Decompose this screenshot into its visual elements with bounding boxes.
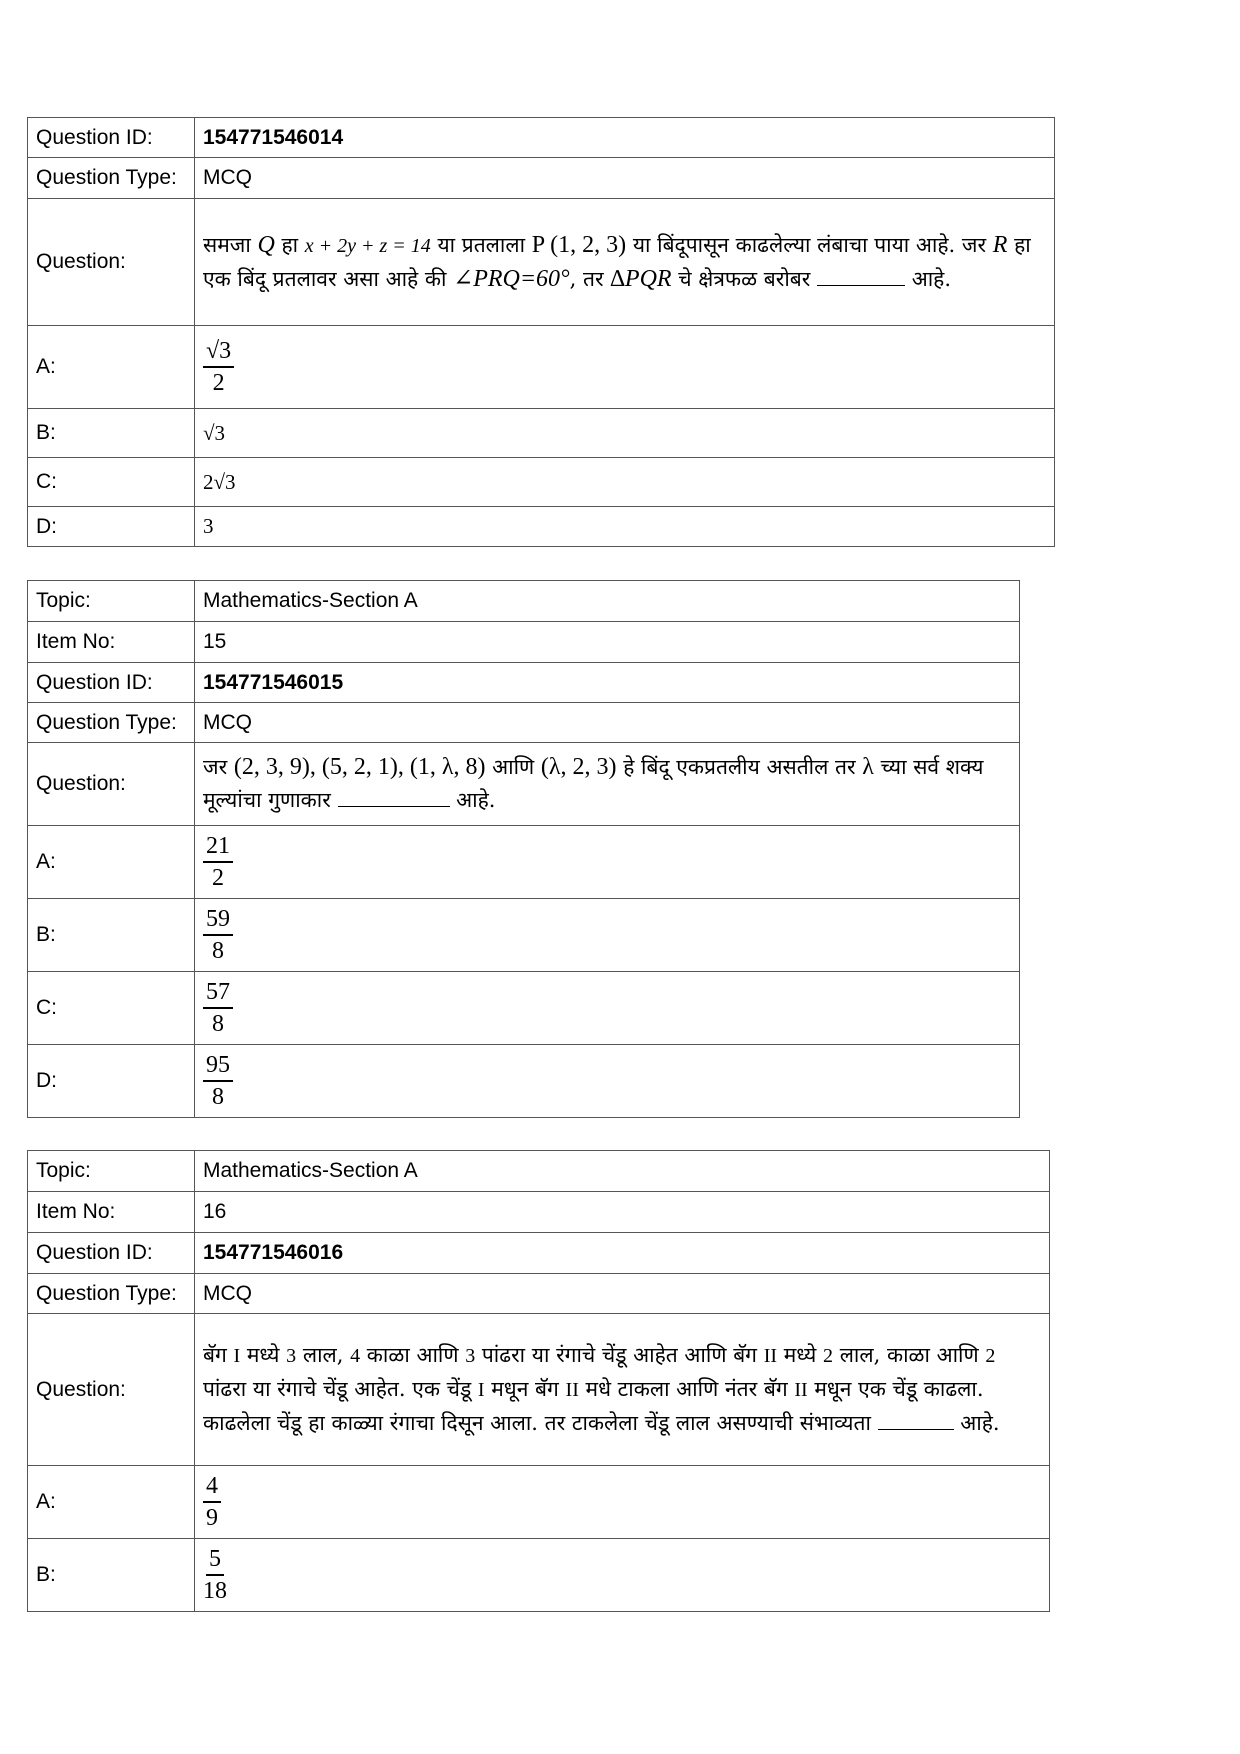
- question-text-part: काळा आणि: [360, 1343, 466, 1367]
- row-option-c: [28, 972, 1020, 1045]
- question-text-part: आणि: [485, 755, 541, 779]
- row-topic: [28, 581, 1020, 622]
- question-text-part: , तर: [569, 266, 611, 291]
- option-c-radical: √3: [213, 469, 236, 494]
- math-number: 2: [985, 1345, 996, 1367]
- math-number: 2: [823, 1345, 834, 1367]
- question-text: [195, 1314, 1050, 1466]
- question-text-part: हा: [274, 232, 305, 257]
- row-option-a: [28, 326, 1055, 409]
- math-point-4: (λ, 2, 3): [540, 754, 617, 780]
- row-option-b: [28, 899, 1020, 972]
- question-text-part: हे बिंदू एकप्रतलीय असतील तर: [616, 755, 863, 779]
- option-b-value: [195, 1539, 1050, 1612]
- label-question: Question:: [28, 1314, 195, 1466]
- question-text-part: लाल, काळा आणि: [833, 1343, 986, 1367]
- question-text-part: चे क्षेत्रफळ बरोबर: [671, 266, 818, 291]
- label-option-b: B:: [28, 1539, 195, 1612]
- row-option-a: [28, 1466, 1050, 1539]
- math-points: (2, 3, 9), (5, 2, 1), (1, λ, 8): [233, 754, 486, 780]
- math-triangle: ∆PQR: [610, 265, 672, 292]
- row-item-no: [28, 1192, 1050, 1233]
- fraction-numerator: √3: [203, 336, 234, 368]
- fraction-denominator: 9: [206, 1505, 218, 1531]
- label-question-type: Question Type:: [28, 158, 195, 199]
- fraction-numerator: 4: [203, 1471, 221, 1503]
- math-bag-two: II: [794, 1379, 808, 1401]
- math-bag-one: I: [477, 1379, 485, 1401]
- option-b-value: √3: [195, 409, 1055, 458]
- option-c-value: [195, 972, 1020, 1045]
- label-option-a: A:: [28, 1466, 195, 1539]
- item-no-value: 16: [195, 1192, 1050, 1233]
- question-text-part: लाल,: [296, 1343, 351, 1367]
- math-bag-two: II: [763, 1345, 778, 1367]
- answer-blank: [817, 265, 905, 286]
- option-a-value: [195, 1466, 1050, 1539]
- fraction-denominator: 8: [212, 1084, 224, 1110]
- fraction: [203, 977, 233, 1039]
- question-type-value: MCQ: [195, 158, 1055, 199]
- row-topic: [28, 1151, 1050, 1192]
- label-question-type: Question Type:: [28, 1274, 195, 1314]
- math-point-p: P (1, 2, 3): [531, 231, 627, 258]
- question-text: [195, 743, 1020, 826]
- math-r: R: [992, 231, 1008, 258]
- math-plane-equation: x + 2y + z = 14: [304, 234, 431, 257]
- label-option-a: A:: [28, 326, 195, 409]
- question-text-part: मध्ये: [777, 1343, 824, 1367]
- label-option-b: B:: [28, 899, 195, 972]
- question-text-part: जर: [203, 755, 234, 779]
- label-topic: Topic:: [28, 581, 195, 622]
- fraction-numerator: 59: [203, 904, 233, 936]
- math-number: 3: [286, 1345, 297, 1367]
- question-text-part: या बिंदूपासून काढलेल्या लंबाचा पाया आहे. जर: [626, 232, 993, 257]
- question-id-value: 154771546014: [195, 118, 1055, 158]
- row-question-type: [28, 703, 1020, 743]
- question-text-part: हा एक बिंदू प्रतलावर असा आहे की: [203, 232, 1031, 291]
- label-option-b: B:: [28, 409, 195, 458]
- question-text-part: मधून एक चेंडू काढला. काढलेला चेंडू हा काळ्या रंगाचा दिसून आला. तर टाकलेला चेंडू लाल असण्याची संभाव्यता: [203, 1377, 984, 1435]
- math-angle: ∠PRQ=60°: [453, 265, 570, 292]
- math-bag-two: II: [565, 1379, 579, 1401]
- option-c-coefficient: 2: [203, 469, 214, 494]
- question-text-part: पांढरा या रंगाचे चेंडू आहेत आणि बॅग: [475, 1343, 764, 1367]
- label-option-d: D:: [28, 507, 195, 547]
- question-id-value: 154771546016: [195, 1233, 1050, 1274]
- question-text-part: बॅग: [203, 1343, 234, 1367]
- row-question: [28, 1314, 1050, 1466]
- math-number: 4: [350, 1345, 361, 1367]
- row-question-type: [28, 158, 1055, 199]
- label-option-a: A:: [28, 826, 195, 899]
- label-question: Question:: [28, 743, 195, 826]
- math-bag-one: I: [233, 1345, 241, 1367]
- question-text-part: समजा: [203, 232, 258, 257]
- fraction: [203, 1544, 227, 1606]
- math-lambda: λ: [862, 754, 874, 780]
- fraction-denominator: 2: [212, 865, 224, 891]
- row-item-no: [28, 622, 1020, 663]
- math-q: Q: [257, 231, 275, 258]
- answer-blank: [878, 1409, 954, 1430]
- label-item-no: Item No:: [28, 622, 195, 663]
- question-text-part: मधून बॅग: [484, 1377, 566, 1401]
- answer-blank: [338, 786, 450, 807]
- row-question-type: [28, 1274, 1050, 1314]
- question-table-14: [27, 117, 1055, 547]
- question-text-part: आहे.: [449, 788, 496, 812]
- option-a-value: [195, 326, 1055, 409]
- fraction-numerator: 57: [203, 977, 233, 1009]
- row-option-b: [28, 409, 1055, 458]
- row-question-id: [28, 118, 1055, 158]
- fraction-denominator: 18: [203, 1578, 227, 1604]
- fraction-numerator: 95: [203, 1050, 233, 1082]
- row-option-c: [28, 458, 1055, 507]
- label-question-id: Question ID:: [28, 663, 195, 703]
- question-text-part: मध्ये: [240, 1343, 287, 1367]
- label-option-c: C:: [28, 458, 195, 507]
- row-option-d: [28, 1045, 1020, 1118]
- fraction-denominator: 8: [212, 938, 224, 964]
- item-no-value: 15: [195, 622, 1020, 663]
- question-text-part: च्या सर्व शक्य मूल्यांचा गुणाकार: [203, 755, 984, 812]
- row-option-d: [28, 507, 1055, 547]
- question-table-16: [27, 1150, 1050, 1612]
- label-option-d: D:: [28, 1045, 195, 1118]
- question-text: [195, 199, 1055, 326]
- label-question-id: Question ID:: [28, 118, 195, 158]
- label-option-c: C:: [28, 972, 195, 1045]
- row-option-b: [28, 1539, 1050, 1612]
- row-question: [28, 743, 1020, 826]
- math-number: 3: [465, 1345, 476, 1367]
- question-type-value: MCQ: [195, 1274, 1050, 1314]
- option-a-value: [195, 826, 1020, 899]
- option-d-value: [195, 1045, 1020, 1118]
- question-table-15: [27, 580, 1020, 1118]
- label-question-id: Question ID:: [28, 1233, 195, 1274]
- row-option-a: [28, 826, 1020, 899]
- question-id-value: 154771546015: [195, 663, 1020, 703]
- question-text-part: मधे टाकला आणि नंतर बॅग: [578, 1377, 795, 1401]
- label-question: Question:: [28, 199, 195, 326]
- option-b-value: [195, 899, 1020, 972]
- option-d-value: 3: [195, 507, 1055, 547]
- label-question-type: Question Type:: [28, 703, 195, 743]
- option-c-value: [195, 458, 1055, 507]
- label-topic: Topic:: [28, 1151, 195, 1192]
- fraction-numerator: 21: [203, 831, 233, 863]
- fraction: [203, 831, 233, 893]
- row-question: [28, 199, 1055, 326]
- question-text-part: आहे.: [953, 1411, 1000, 1435]
- question-text-part: या प्रतलाला: [430, 232, 532, 257]
- topic-value: Mathematics-Section A: [195, 581, 1020, 622]
- fraction-numerator: 5: [206, 1544, 224, 1576]
- question-text-part: आहे.: [905, 266, 951, 291]
- fraction: [203, 1050, 233, 1112]
- topic-value: Mathematics-Section A: [195, 1151, 1050, 1192]
- question-type-value: MCQ: [195, 703, 1020, 743]
- row-question-id: [28, 663, 1020, 703]
- fraction: [203, 904, 233, 966]
- fraction-denominator: 8: [212, 1011, 224, 1037]
- fraction: [203, 1471, 221, 1533]
- label-item-no: Item No:: [28, 1192, 195, 1233]
- fraction-denominator: 2: [212, 370, 225, 396]
- fraction: [203, 336, 234, 398]
- row-question-id: [28, 1233, 1050, 1274]
- question-text-part: पांढरा या रंगाचे चेंडू आहेत. एक चेंडू: [203, 1377, 478, 1401]
